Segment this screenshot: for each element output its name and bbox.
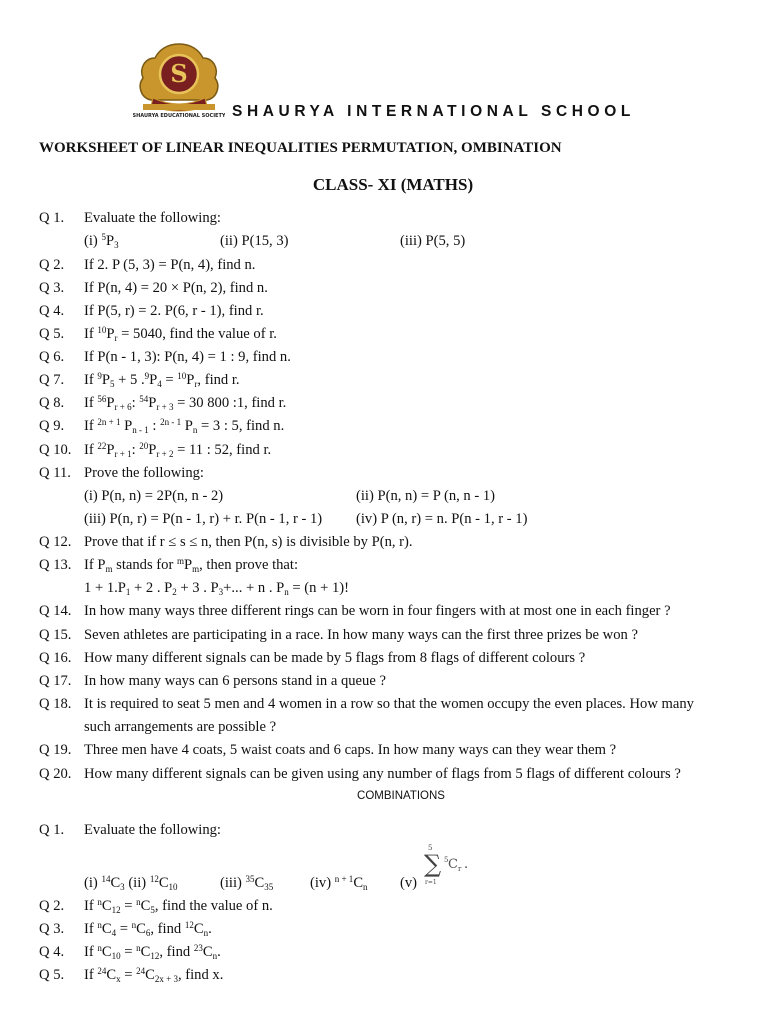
question-c1-part-v: (v): [400, 875, 418, 891]
question-number: Q 1.: [39, 210, 65, 226]
question-p19: Q 19. Three men have 4 coats, 5 waist coats and 6 caps. In how many ways can they wear them ?: [39, 742, 617, 758]
question-c3: Q 3. If $^nC_4 = ^nC_6$, find $^{12}C_n$.: [39, 920, 212, 938]
question-p4: Q 4. If P(5, r) = 2. P(6, r - 1), find r.: [39, 303, 264, 319]
svg-text:5: 5: [428, 844, 433, 852]
question-c2: Q 2. If $^nC_{12} = ^nC_5$, find the value of n.: [39, 897, 273, 915]
svg-text:r: r: [458, 865, 462, 873]
section-title-combinations: COMBINATIONS: [357, 790, 445, 802]
question-c1: Q 1. Evaluate the following:: [39, 822, 221, 838]
summation-expression: [422, 844, 482, 888]
question-p7: Q 7. If $^9P_5 + 5$ $.^9P_4 = ^{10}P_r$, find r.: [39, 371, 240, 389]
question-p15: Q 15. Seven athletes are participating in a race. In how many ways can the first three prizes be won ?: [39, 627, 638, 643]
question-p18: Q 18. It is required to seat 5 men and 4 women in a row so that the women occupy the even places. How many: [39, 696, 694, 712]
question-p14: Q 14. In how many ways three different rings can be worn in four fingers with at most one in each finger ?: [39, 603, 671, 619]
svg-text:S: S: [170, 59, 188, 88]
question-p18-continued: such arrangements are possible ?: [84, 719, 277, 735]
question-p20: Q 20. How many different signals can be given using any number of flags from 5 flags of different colours ?: [39, 766, 681, 782]
question-p1-part-ii: (ii) P(15, 3): [220, 233, 289, 249]
question-p12: Q 12. Prove that if r ≤ s ≤ n, then P(n, s) is divisible by P(n, r).: [39, 534, 413, 550]
svg-text:∑: ∑: [424, 850, 442, 878]
svg-text:5: 5: [444, 856, 449, 864]
question-text: Evaluate the following:: [84, 210, 221, 226]
class-title: CLASS- XI (MATHS): [312, 175, 474, 194]
question-p1: [39, 209, 221, 227]
question-c1-part-iv: (iv) $^{n + 1}C_n$: [310, 874, 368, 892]
question-c1-parts: (i) $^{14}C_3$ (ii) $^{12}C_{10}$: [84, 874, 178, 892]
svg-text:.: .: [464, 857, 469, 872]
question-p11-part-ii: (ii) P(n, n) = P (n, n - 1): [356, 488, 496, 504]
worksheet-title: WORKSHEET OF LINEAR INEQUALITIES PERMUTATION, OMBINATION: [39, 140, 562, 156]
question-p3: Q 3. If P(n, 4) = 20 × P(n, 2), find n.: [39, 280, 268, 296]
question-p16: Q 16. How many different signals can be made by 5 flags from 8 flags of different colours ?: [39, 650, 586, 666]
question-p6: Q 6. If P(n - 1, 3): P(n, 4) = 1 : 9, find n.: [39, 349, 291, 365]
question-p11: Q 11. Prove the following:: [39, 465, 204, 481]
question-p2: Q 2. If 2. P (5, 3) = P(n, 4), find n.: [39, 257, 256, 273]
question-p11-part-iii: (iii) P(n, r) = P(n - 1, r) + r. P(n - 1, r - 1): [84, 511, 323, 527]
question-c1-part-iii: (iii) $^{35}C_{35}$: [220, 874, 274, 892]
svg-text:r=1: r=1: [425, 879, 437, 886]
logo-caption: SHAURYA EDUCATIONAL SOCIETY: [133, 113, 225, 119]
question-p10: Q 10. If $^{22}P_{r + 1}$: $^{20}P_{r + 2} = 11$ : 52, find r.: [39, 441, 272, 459]
school-logo: [133, 40, 225, 120]
question-c5: Q 5. If $^{24}C_x = ^{24}C_{2x + 3}$, find x.: [39, 966, 224, 984]
svg-text:C: C: [448, 857, 458, 872]
question-p1-part-i: (i) $^5P_3$: [84, 232, 119, 250]
question-p5: Q 5. If $^{10}P_r = 5040$, find the value of r.: [39, 325, 277, 343]
question-p1-part-iii: (iii) P(5, 5): [400, 233, 466, 249]
question-p9: Q 9. If $^{2n + 1}$ $P_{n - 1}$ : $^{2n - 1}$ $P_n = 3$ : 5, find n.: [39, 417, 285, 435]
question-c4: Q 4. If $^nC_{10} = ^nC_{12}$, find $^{23}C_n$.: [39, 943, 221, 961]
question-p13-formula: $1 + 1.P_1 + 2$ . $P_2 + 3$ . $P_3+$... + n . $P_n = (n + 1)$!: [84, 580, 349, 597]
question-p11-part-i: (i) P(n, n) = 2P(n, n - 2): [84, 488, 224, 504]
question-p13: Q 13. If $P_m$ stands for $^mP_m$, then prove that:: [39, 556, 299, 574]
question-p8: Q 8. If $^{56}P_{r + 6}$: $^{54}P_{r + 3} = 30$ 800 :1, find r.: [39, 394, 287, 412]
question-p11-part-iv: (iv) P (n, r) = n. P(n - 1, r - 1): [356, 511, 528, 527]
question-p17: Q 17. In how many ways can 6 persons stand in a queue ?: [39, 673, 386, 689]
school-name: SHAURYA INTERNATIONAL SCHOOL: [232, 103, 635, 120]
